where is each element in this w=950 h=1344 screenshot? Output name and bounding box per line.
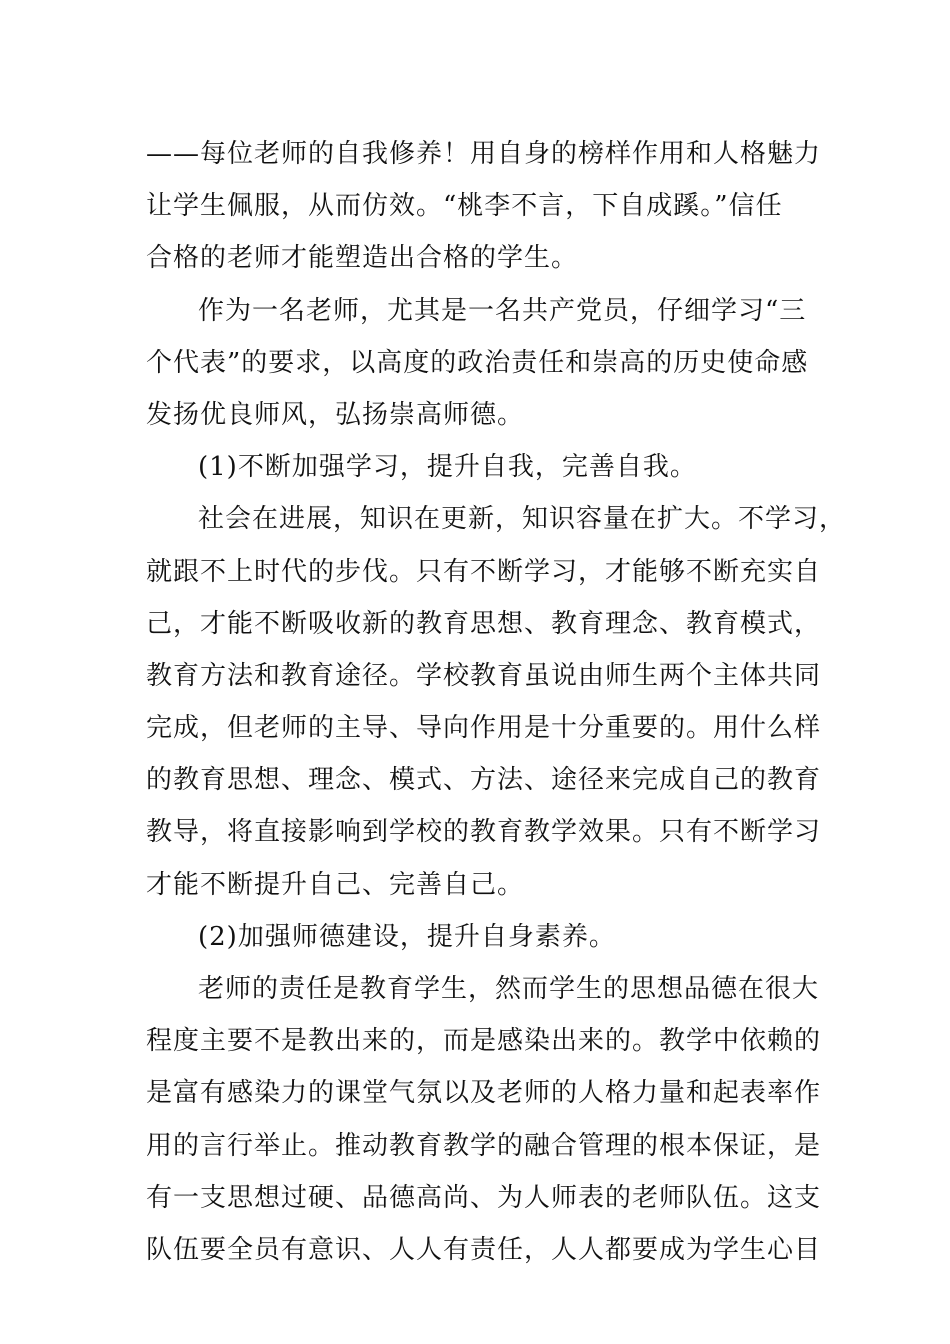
text-line: 就跟不上时代的步伐。只有不断学习，才能够不断充实自	[146, 556, 822, 587]
section-heading: (2)加强师德建设，提升自身素养。	[198, 921, 616, 952]
text-line: 发扬优良师风，弘扬崇高师德。	[146, 399, 525, 430]
text-line: 教育方法和教育途径。学校教育虽说由师生两个主体共同	[146, 660, 822, 691]
section-heading: (1)不断加强学习，提升自我，完善自我。	[198, 452, 697, 483]
text-line: 队伍要全员有意识、人人有责任，人人都要成为学生心目	[146, 1234, 822, 1265]
text-line: 己，才能不断吸收新的教育思想、教育理念、教育模式，	[146, 608, 822, 639]
text-line: 个代表”的要求，以高度的政治责任和崇高的历史使命感	[146, 347, 809, 378]
text-line: 让学生佩服，从而仿效。“桃李不言，下自成蹊。”信任	[146, 191, 783, 222]
text-line: 老师的责任是教育学生，然而学生的思想品德在很大	[198, 974, 820, 1004]
text-line: 有一支思想过硬、品德高尚、为人师表的老师队伍。这支	[146, 1182, 822, 1213]
text-line: 是富有感染力的课堂气氛以及老师的人格力量和起表率作	[146, 1078, 822, 1109]
body-text	[146, 128, 847, 1276]
text-line: 用的言行举止。推动教育教学的融合管理的根本保证，是	[146, 1130, 822, 1161]
text-line: 程度主要不是教出来的，而是感染出来的。教学中依赖的	[146, 1026, 822, 1057]
text-line: ——每位老师的自我修养！用自身的榜样作用和人格魅力	[146, 139, 822, 169]
text-line: 教导，将直接影响到学校的教育教学效果。只有不断学习	[146, 817, 822, 848]
text-line: 才能不断提升自己、完善自己。	[146, 869, 525, 900]
text-line: 完成，但老师的主导、导向作用是十分重要的。用什么样	[146, 713, 822, 744]
text-line: 的教育思想、理念、模式、方法、途径来完成自己的教育	[146, 765, 822, 796]
text-line: 社会在进展，知识在更新，知识容量在扩大。不学习，	[198, 504, 847, 535]
text-line: 合格的老师才能塑造出合格的学生。	[146, 243, 579, 274]
text-line: 作为一名老师，尤其是一名共产党员，仔细学习“三	[198, 295, 807, 326]
